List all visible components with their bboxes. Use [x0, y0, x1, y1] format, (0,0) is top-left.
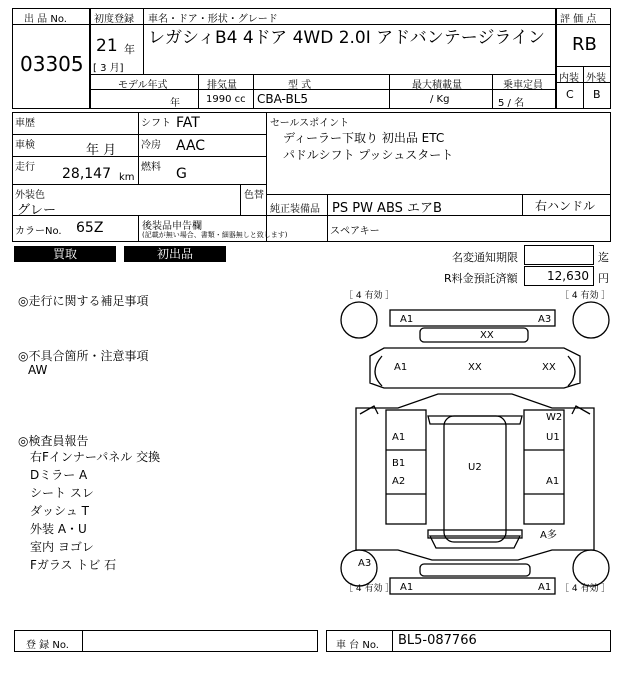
first-reg-year-unit: 年	[124, 43, 135, 56]
year-value: 年	[170, 98, 180, 109]
inspector-item: シート スレ	[30, 486, 94, 500]
right-doors	[524, 410, 564, 524]
steering-value: 右ハンドル	[535, 199, 596, 213]
color-no-value: 65Z	[76, 220, 104, 236]
first-reg-month: [ 3 月]	[93, 63, 124, 74]
mark-pillar-right: W2	[546, 412, 563, 423]
mark-roof: U2	[468, 462, 482, 473]
exterior-grade: B	[593, 88, 601, 101]
model-name: レガシィB4 4ドア 4WD 2.0I アドバンテージライン	[148, 28, 545, 48]
color-no-label: カラーNo.	[15, 226, 62, 237]
roof	[444, 416, 506, 542]
mark-front-bumper-left: A1	[400, 314, 414, 325]
name-change-unit: 迄	[598, 251, 609, 264]
mark-wheel-rear-left: A3	[358, 558, 372, 569]
standard-label: 純正装備品	[270, 204, 320, 215]
interior-grade: C	[566, 88, 574, 101]
mark-door-rear-left-1: B1	[392, 458, 406, 469]
tire-label-front-left: ［ 4 有効 ］	[344, 291, 395, 301]
name-change-label: 名変通知期限	[452, 251, 518, 264]
aftermarket-note: (記載が無い場合、書類・細器無しと致します)	[142, 231, 288, 239]
type-value: CBA-BL5	[257, 92, 309, 106]
grade-value: RB	[572, 34, 597, 55]
recycle-unit: 円	[598, 272, 609, 285]
model-label: 車名・ドア・形状・グレード	[148, 14, 278, 25]
inspector-title: ◎検査員報告	[18, 434, 89, 448]
standard-value: PS PW ABS エアB	[332, 201, 442, 216]
name-change-box	[524, 245, 594, 265]
mark-front-bumper-right: A3	[538, 314, 552, 325]
defects-title: ◎不具合箇所・注意事項	[18, 349, 149, 363]
mark-rear-bumper-left: A1	[400, 582, 414, 593]
lot-number: 03305	[20, 52, 84, 76]
sales-line-1: ディーラー下取り 初出品 ETC	[283, 131, 445, 145]
history-label: 車歴	[15, 118, 35, 129]
exterior-label: 外装	[586, 73, 606, 84]
interior-label: 内装	[559, 73, 579, 84]
inspector-item: 右Fインナーパネル 交換	[30, 450, 161, 464]
color-label: 外装色	[15, 190, 45, 201]
mileage-value: 28,147	[62, 166, 111, 182]
inspector-item: Fガラス トビ 石	[30, 558, 117, 572]
recycle-value: 12,630	[547, 269, 589, 283]
sales-line-2: パドルシフト プッシュスタート	[283, 148, 454, 162]
rear-bumper	[390, 578, 555, 594]
mark-door-front-left: A1	[392, 432, 406, 443]
first-reg-year: 21	[96, 36, 118, 56]
year-label: モデル年式	[118, 80, 168, 91]
displacement-value: 1990 cc	[206, 94, 246, 105]
inspector-item: 室内 ヨゴレ	[30, 540, 94, 554]
color-value: グレー	[17, 203, 57, 218]
tire-label-rear-right: ［ 4 有効 ］	[560, 584, 611, 594]
mark-grille: XX	[480, 330, 494, 341]
mark-fender-front-left: A1	[394, 362, 408, 373]
driving-notes-title: ◎走行に関する補足事項	[18, 294, 149, 308]
defect-item: AW	[28, 363, 48, 377]
mileage-label: 走行	[15, 162, 35, 173]
inspector-item: ダッシュ T	[30, 504, 89, 518]
reg-no-label: 登 録 No.	[26, 640, 69, 651]
fuel-label: 燃料	[141, 162, 161, 173]
type-label: 型 式	[288, 80, 312, 91]
mark-bonnet: XX	[468, 362, 482, 373]
mark-fender-front-right: XX	[542, 362, 556, 373]
sales-label: セールスポイント	[270, 118, 350, 129]
tire-label-rear-left: ［ 4 有効 ］	[344, 584, 395, 594]
shift-label: シフト	[141, 118, 171, 129]
kaitori-badge: 買取	[14, 246, 116, 262]
tire-front-left	[341, 302, 377, 338]
tire-front-right	[573, 302, 609, 338]
tire-rear-right	[573, 550, 609, 586]
mark-quarter-rear-right: A多	[540, 530, 557, 541]
capacity-label: 乗車定員	[503, 80, 543, 91]
aftermarket-value: スペアキー	[330, 226, 380, 237]
fuel-value: G	[176, 166, 187, 182]
tire-label-front-right: ［ 4 有効 ］	[560, 291, 611, 301]
lot-label: 出 品 No.	[24, 14, 67, 25]
grille	[420, 328, 528, 342]
front-bumper	[390, 310, 555, 326]
color-change-label: 色替	[244, 190, 264, 201]
first-reg-label: 初度登録	[94, 14, 134, 25]
inspector-item: 外装 A・U	[30, 522, 87, 536]
inspector-item: Dミラー A	[30, 468, 88, 482]
ac-value: AAC	[176, 138, 206, 154]
aftermarket-label: 後装品申告欄	[142, 221, 202, 232]
load-value: / Kg	[430, 94, 450, 105]
mark-door-rear-left-2: A2	[392, 476, 406, 487]
shift-value: FAT	[176, 115, 200, 131]
recycle-label: R料金預託済額	[444, 272, 518, 285]
displacement-label: 排気量	[207, 80, 237, 91]
capacity-value: 5 / 名	[498, 98, 525, 109]
inspection-value: 年 月	[86, 143, 117, 158]
mileage-unit: km	[119, 172, 135, 183]
mark-rear-bumper-right: A1	[538, 582, 552, 593]
recycle-box	[524, 266, 594, 286]
inspection-label: 車検	[15, 140, 35, 151]
mark-door-rear-right: A1	[546, 476, 560, 487]
rear-garnish	[420, 564, 530, 576]
car-damage-diagram	[338, 288, 612, 606]
mark-door-front-right: U1	[546, 432, 560, 443]
load-label: 最大積載量	[412, 80, 462, 91]
hatsushuppin-badge: 初出品	[124, 246, 226, 262]
chassis-no-label: 車 台 No.	[336, 640, 379, 651]
grade-label: 評 価 点	[560, 14, 597, 25]
chassis-no-value: BL5-087766	[398, 633, 477, 648]
ac-label: 冷房	[141, 140, 161, 151]
